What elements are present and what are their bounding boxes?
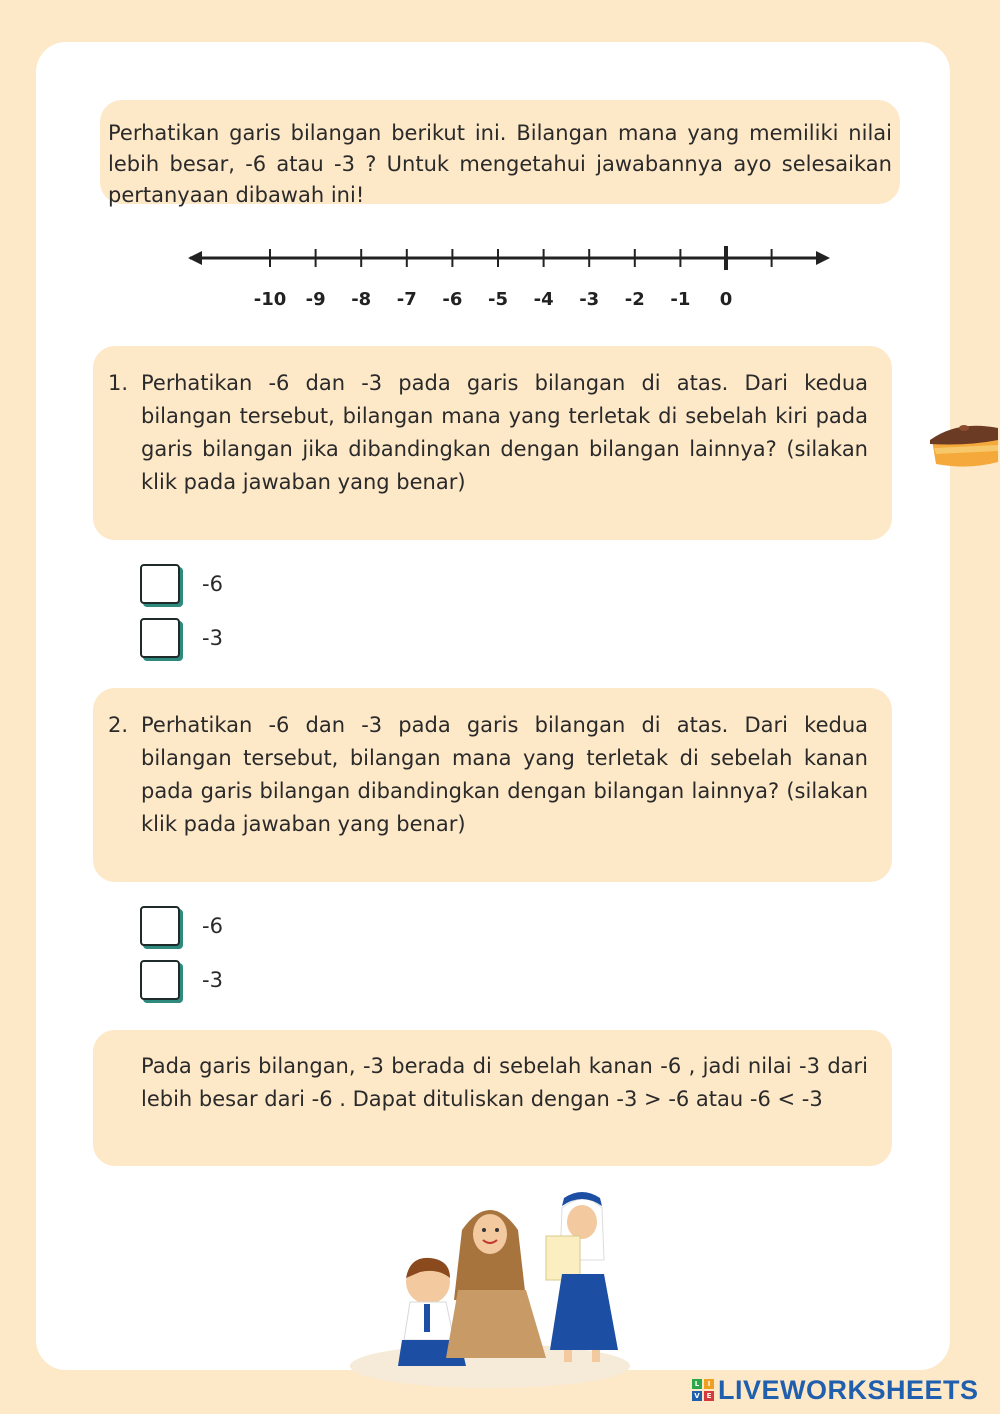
question-2-option-a-label: -6 <box>202 914 223 938</box>
question-2-number: 2. <box>108 713 129 737</box>
tick-label: -2 <box>624 289 645 310</box>
brand-name: LIVEWORKSHEETS <box>718 1374 979 1405</box>
question-2-text: Perhatikan -6 dan -3 pada garis bilangan di atas. Dari kedua bilangan tersebut, bilangan mana yang terletak di sebelah kanan pada garis bilangan dibandingkan dengan bilangan lainnya? (silakan klik pada jawaban yang benar) <box>141 713 868 836</box>
tick-label: -9 <box>305 289 326 310</box>
question-2-checkbox-a[interactable] <box>140 906 180 946</box>
tick-label: -8 <box>351 289 372 310</box>
paper-sheet <box>546 1236 580 1280</box>
question-1-option-a-label: -6 <box>202 572 223 596</box>
tick-label: -5 <box>488 289 508 310</box>
question-1-text: Perhatikan -6 dan -3 pada garis bilangan di atas. Dari kedua bilangan tersebut, bilangan mana yang terletak di sebelah kiri pada garis bilangan jika dibandingkan dengan bilangan lainnya? (silakan klik pada jawaban yang benar) <box>141 371 868 494</box>
tick-label: -4 <box>533 289 554 310</box>
students-illustration <box>350 1190 650 1390</box>
intro-text: Perhatikan garis bilangan berikut ini. Bilangan mana yang memiliki nilai lebih besar, -6 atau -3 ? Untuk mengetahui jawabannya ayo selesaikan pertanyaan dibawah ini! <box>108 121 892 207</box>
cake-icon <box>928 418 1000 474</box>
left-arrow-icon <box>188 251 202 265</box>
liveworksheets-brand[interactable] <box>692 1374 979 1406</box>
question-2-option-b-label: -3 <box>202 968 223 992</box>
brand-logo-icon: L I V E <box>692 1379 714 1401</box>
tick-label: -10 <box>253 289 287 310</box>
number-line <box>180 238 840 318</box>
tick-label: -1 <box>670 289 691 310</box>
right-arrow-icon <box>816 251 830 265</box>
summary-text: Pada garis bilangan, -3 berada di sebelah kanan -6 , jadi nilai -3 dari lebih besar dari -6 . Dapat dituliskan dengan -3 > -6 atau -6 < -3 <box>141 1054 868 1111</box>
question-2-checkbox-b[interactable] <box>140 960 180 1000</box>
tick-label: -3 <box>579 289 600 310</box>
question-1-number: 1. <box>108 371 129 395</box>
girl-figure <box>546 1192 618 1362</box>
tick-label: 0 <box>719 289 733 310</box>
teacher-figure <box>446 1210 546 1358</box>
question-1-checkbox-b[interactable] <box>140 618 180 658</box>
question-1-checkbox-a[interactable] <box>140 564 180 604</box>
tick-label: -6 <box>442 289 463 310</box>
tick-label: -7 <box>396 289 417 310</box>
question-1-option-b-label: -3 <box>202 626 223 650</box>
